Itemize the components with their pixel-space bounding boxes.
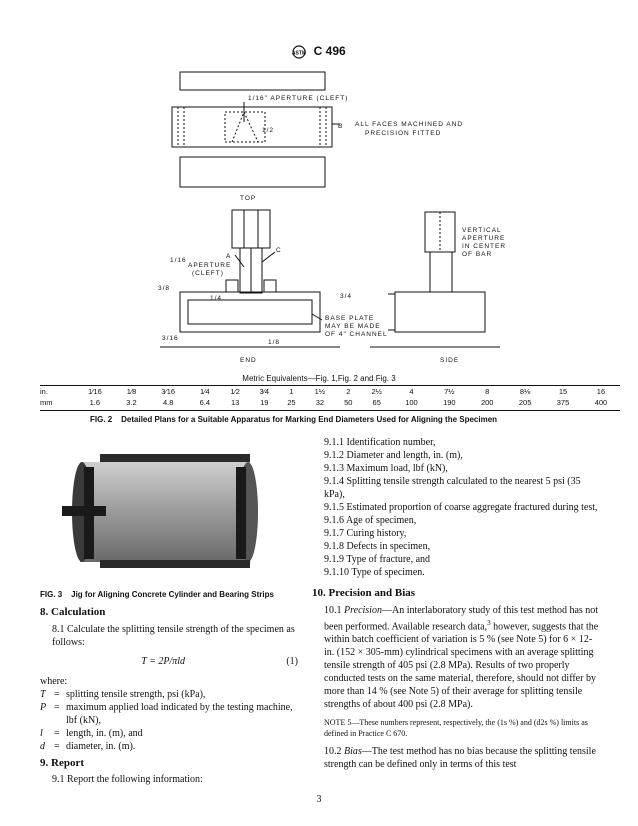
metric-in-cell: 8 [485, 387, 490, 396]
top-bar-upper [180, 72, 325, 90]
metric-mm-cell: 205 [518, 398, 532, 407]
precision-p1-num: 10.1 [324, 605, 342, 616]
report-heading: 9. Report [40, 757, 84, 769]
metric-row-mm [40, 397, 620, 408]
metric-in-cell: 3⁄16 [161, 387, 176, 396]
report-item: 9.1.10 Type of specimen. [324, 567, 425, 578]
calc-para: 8.1 Calculate the splitting tensile strength of the specimen as follows: [52, 624, 295, 648]
precision-p2-title: Bias [344, 746, 362, 758]
label-a: A [226, 253, 232, 260]
metric-mm-cell: 19 [260, 398, 269, 407]
label-vertical-3: IN CENTER [462, 243, 507, 250]
definition-text: length, in. (m), and [66, 728, 143, 739]
definition-row [40, 727, 298, 740]
fig3-photo [40, 442, 290, 582]
metric-in-cell: 4 [409, 387, 414, 396]
report-item: 9.1.8 Defects in specimen, [324, 541, 431, 552]
metric-mm-cell: 50 [344, 398, 353, 407]
definition-equals: = [54, 702, 60, 713]
label-base-2: MAY BE MADE [325, 323, 381, 330]
label-top: TOP [240, 195, 257, 202]
astm-logo-icon [292, 45, 306, 59]
metric-in-cell: 15 [558, 387, 568, 396]
fig2-number: FIG. 2 [90, 415, 113, 424]
metric-in-label: in. [40, 387, 48, 396]
fig2-caption-text: Detailed Plans for a Suitable Apparatus for Marking End Diameters Used for Aligning the Specimen [121, 415, 498, 424]
calc-definitions [40, 688, 298, 753]
dim-eighth: 1/8 [268, 339, 281, 346]
jig-post-left [84, 467, 94, 559]
metric-in-cell: 16 [596, 387, 606, 396]
report-items [312, 436, 602, 579]
calc-eq-number: (1) [286, 656, 298, 667]
metric-mm-cell: 1.6 [89, 398, 101, 407]
precision-p2-num: 10.2 [324, 746, 342, 758]
calc-heading: 8. Calculation [40, 606, 106, 618]
left-column [40, 606, 298, 786]
report-item: 9.1.5 Estimated proportion of coarse aggregate fractured during test, [324, 502, 598, 513]
metric-caption: Metric Equivalents—Fig. 1,Fig. 2 and Fig. 3 [242, 374, 396, 383]
label-c: C [276, 247, 282, 254]
calc-equation-row [40, 655, 298, 669]
precision-para [312, 604, 602, 711]
metric-mm-cell: 400 [594, 398, 608, 407]
bias-para [312, 745, 602, 771]
bearing-strip-bottom [100, 560, 250, 568]
metric-mm-cell: 65 [372, 398, 381, 407]
fig3-caption-text: Jig for Aligning Concrete Cylinder and Bearing Strips [71, 590, 274, 599]
metric-in-cell: 1⁄2 [230, 387, 240, 396]
top-bar-lower [180, 157, 325, 187]
label-base-3: OF 4" CHANNEL [325, 331, 388, 338]
metric-in-cell: 1⁄16 [87, 387, 102, 396]
definition-text: maximum applied load indicated by the testing machine, lbf (kN), [66, 702, 293, 726]
label-base-1: BASE PLATE [325, 315, 375, 322]
right-column [312, 436, 602, 771]
label-vertical-4: OF BAR [462, 251, 493, 258]
definition-symbol: l [40, 728, 43, 739]
metric-mm-cell: 4.8 [162, 398, 174, 407]
page-number: 3 [316, 794, 322, 805]
definition-equals: = [54, 728, 60, 739]
metric-rule-bottom [40, 410, 620, 411]
precision-note: NOTE 5—These numbers represent, respectively, the (1s %) and (d2s %) limits as defined in Practice C 670. [324, 718, 588, 739]
metric-in-cell: 1⁄8 [126, 387, 137, 396]
dim-half: 1/2 [262, 127, 275, 134]
metric-in-cell: 8⅛ [519, 387, 531, 396]
calc-where: where: [40, 676, 68, 687]
definition-symbol: T [40, 689, 46, 700]
bearing-strip-top [100, 454, 250, 462]
label-machined-1: ALL FACES MACHINED AND [355, 121, 464, 128]
page-header [0, 44, 638, 59]
dim-three-eighth: 3/8 [158, 285, 171, 292]
label-b: B [338, 123, 344, 130]
definition-text: splitting tensile strength, psi (kPa), [66, 689, 206, 700]
report-item: 9.1.9 Type of fracture, and [324, 554, 431, 565]
report-item: 9.1.2 Diameter and length, in. (m), [324, 450, 463, 461]
calc-equation: T = 2P/πld [141, 656, 186, 667]
metric-row-in [40, 386, 620, 397]
fig2-drawing [140, 62, 540, 372]
dim-three-quarter: 3/4 [340, 293, 353, 300]
report-item: 9.1.7 Curing history, [324, 528, 407, 539]
fig3-number: FIG. 3 [40, 590, 63, 599]
label-aperture-end-2: (CLEFT) [192, 270, 224, 277]
metric-mm-cell: 6.4 [199, 398, 211, 407]
definition-equals: = [54, 689, 60, 700]
metric-table [40, 386, 620, 408]
label-aperture-top: 1/16" APERTURE (CLEFT) [248, 95, 349, 102]
report-item: 9.1.3 Maximum load, lbf (kN), [324, 463, 448, 474]
report-item: 9.1.4 Splitting tensile strength calculated to the nearest 5 psi (35 kPa), [324, 476, 581, 500]
definition-symbol: P [40, 702, 47, 713]
precision-p1-text: —An interlaboratory study of this test method has not been performed. Available research data, [324, 605, 599, 633]
report-para: 9.1 Report the following information: [52, 774, 203, 785]
precision-p1-sup: 3 [487, 619, 491, 627]
metric-in-cell: 1 [289, 387, 294, 396]
metric-mm-cell: 3.2 [126, 398, 137, 407]
metric-in-cell: 7½ [444, 387, 455, 396]
precision-p1-text2: however, suggests that the within batch coefficient of variation is 5 % (see Note 5) for 6 × 12-in. (152 × 305-mm) cylindrical specimens with an average splitting tensile strength of 405 psi (2.8 MPa). Results of two properly conducted tests on the same material, therefore, should not differ by more than 14 % (see Note 5) of their average for splitting tensile strengths of about 400 psi (2.8 MPa). [324, 621, 599, 711]
label-aperture-end-1: APERTURE [188, 262, 232, 269]
jig-post-right [236, 467, 246, 559]
metric-mm-cell: 100 [405, 398, 418, 407]
definition-row [40, 740, 298, 753]
metric-in-cell: 1½ [314, 387, 326, 396]
dim-three-sixteenth: 3/16 [162, 335, 179, 342]
designation: C 496 [313, 44, 346, 58]
precision-heading: 10. Precision and Bias [312, 587, 416, 599]
definition-text: diameter, in. (m). [66, 741, 136, 752]
report-item: 9.1.6 Age of specimen, [324, 515, 417, 526]
metric-in-cell: 2½ [371, 387, 382, 396]
label-side: SIDE [440, 357, 460, 364]
metric-in-cell: 1⁄4 [200, 387, 210, 396]
metric-mm-cell: 32 [315, 398, 325, 407]
metric-in-cell: 3⁄4 [259, 387, 270, 396]
definition-symbol: d [40, 741, 45, 752]
definition-row [40, 688, 298, 701]
svg-text:ASTM: ASTM [292, 50, 307, 57]
label-vertical-2: APERTURE [462, 235, 506, 242]
metric-mm-cell: 200 [480, 398, 494, 407]
report-item: 9.1.1 Identification number, [324, 437, 436, 448]
label-vertical-1: VERTICAL [462, 227, 502, 234]
dim-sixteenth: 1/16 [170, 257, 187, 264]
metric-mm-cell: 25 [287, 398, 296, 407]
fig2-caption [90, 415, 590, 424]
label-end: END [240, 357, 257, 364]
top-block [172, 107, 332, 147]
metric-mm-cell: 13 [231, 398, 240, 407]
precision-p1-title: Precision [344, 605, 382, 616]
metric-mm-cell: 375 [556, 398, 570, 407]
label-machined-2: PRECISION FITTED [365, 130, 442, 137]
metric-mm-cell: 190 [443, 398, 456, 407]
definition-row [40, 701, 298, 727]
metric-mm-label: mm [40, 398, 53, 407]
dim-quarter: 1/4 [210, 295, 223, 302]
definition-equals: = [54, 741, 60, 752]
fig3-caption [40, 590, 310, 599]
precision-p2-text: —The test method has no bias because the splitting tensile strength can be defined only in terms of this test [324, 746, 596, 771]
metric-in-cell: 2 [346, 387, 351, 396]
